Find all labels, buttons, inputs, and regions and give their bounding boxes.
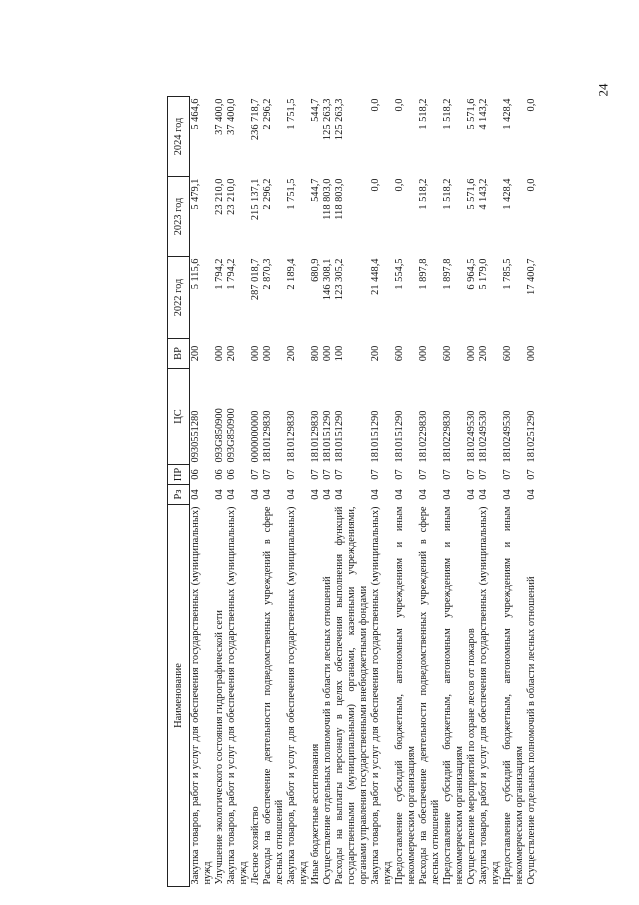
row-2024: 5 571,6 — [466, 98, 477, 130]
row-name: Осуществление мероприятий по охране лесов от пожаров — [466, 628, 477, 885]
row-vr: 800 — [310, 345, 321, 362]
row-2023: 23 210,0 — [226, 178, 237, 215]
row-cs: 1810151290 — [370, 410, 381, 463]
row-2023: 2 296,2 — [262, 178, 273, 210]
row-vr: 200 — [286, 345, 297, 362]
row-vr: 200 — [370, 345, 381, 362]
row-name: Улучшение экологического состояния гидрографической сети — [214, 610, 225, 885]
table-row — [322, 97, 334, 887]
table-header-row — [168, 97, 190, 887]
row-2023: 1 751,5 — [286, 178, 297, 210]
row-2024: 1 518,2 — [442, 98, 453, 130]
table-row — [226, 97, 250, 887]
row-cs: 1810129830 — [286, 410, 297, 463]
row-vr: 000 — [250, 345, 261, 362]
row-pr: 07 — [370, 469, 381, 480]
header-vr: ВР — [168, 339, 190, 369]
row-2023: 1 518,2 — [418, 178, 429, 210]
row-rz: 04 — [190, 489, 201, 500]
row-pr: 07 — [250, 469, 261, 480]
row-pr: 07 — [334, 469, 345, 480]
row-name: Закупка товаров, работ и услуг для обеспечения государственных (муниципальных) нужд — [226, 506, 249, 885]
row-vr: 200 — [226, 345, 237, 362]
row-vr: 000 — [322, 345, 333, 362]
row-2023: 23 210,0 — [214, 178, 225, 215]
row-2022: 1 897,8 — [442, 258, 453, 290]
row-rz: 04 — [226, 489, 237, 500]
row-pr: 07 — [286, 469, 297, 480]
row-2023: 5 571,6 — [466, 178, 477, 210]
table-row — [466, 97, 478, 887]
row-cs: 1810229830 — [418, 410, 429, 463]
header-rz: Рз — [168, 485, 190, 505]
row-2022: 2 189,4 — [286, 258, 297, 290]
row-vr: 000 — [526, 345, 537, 362]
row-vr: 000 — [466, 345, 477, 362]
row-rz: 04 — [370, 489, 381, 500]
row-cs: 1810151290 — [322, 410, 333, 463]
row-cs: 1810249530 — [502, 410, 513, 463]
row-cs: 1810249530 — [478, 410, 489, 463]
table-row — [190, 97, 215, 887]
row-vr: 000 — [214, 345, 225, 362]
row-vr: 600 — [442, 345, 453, 362]
row-2023: 1 428,4 — [502, 178, 513, 210]
row-cs: 1810249530 — [466, 410, 477, 463]
row-2022: 6 964,5 — [466, 258, 477, 290]
row-cs: 0930551280 — [190, 410, 201, 463]
table-row — [394, 97, 418, 887]
row-pr: 07 — [478, 469, 489, 480]
row-pr: 07 — [466, 469, 477, 480]
row-pr: 07 — [262, 469, 273, 480]
row-name: Закупка товаров, работ и услуг для обеспечения государственных (муниципальных) нужд — [370, 506, 393, 885]
table-row — [442, 97, 466, 887]
row-rz: 04 — [262, 489, 273, 500]
table-body — [190, 97, 539, 887]
row-vr: 100 — [334, 345, 345, 362]
table-row — [526, 97, 538, 887]
row-name: Закупка товаров, работ и услуг для обеспечения государственных (муниципальных) нужд — [286, 506, 309, 885]
table-row — [250, 97, 262, 887]
row-vr: 200 — [478, 345, 489, 362]
row-2022: 1 794,2 — [226, 258, 237, 290]
row-2023: 0,0 — [394, 178, 405, 192]
row-2024: 125 263,3 — [334, 98, 345, 141]
row-2022: 5 115,6 — [190, 258, 201, 290]
row-pr: 07 — [526, 469, 537, 480]
row-2022: 1 897,8 — [418, 258, 429, 290]
row-2022: 287 018,7 — [250, 258, 261, 301]
row-2023: 118 803,0 — [334, 178, 345, 220]
page-number: 24 — [595, 83, 611, 97]
header-2024: 2024 год — [168, 97, 190, 177]
row-rz: 04 — [418, 489, 429, 500]
row-rz: 04 — [394, 489, 405, 500]
row-2022: 21 448,4 — [370, 258, 381, 295]
row-rz: 04 — [310, 489, 321, 500]
row-name: Предоставление субсидий бюджетным, автономным учреждениям и иным некоммерческим организациям — [394, 506, 417, 885]
row-name: Расходы на выплаты персоналу в целях обеспечения выполнения функций государственными (муниципальными) органами, казенными учреждениями, органами управления государственными внебюджетными фондами — [334, 506, 369, 885]
row-name: Закупка товаров, работ и услуг для обеспечения государственных (муниципальных) нужд — [478, 506, 501, 885]
row-2024: 1 518,2 — [418, 98, 429, 130]
row-2023: 5 479,1 — [190, 178, 201, 210]
table-row — [418, 97, 442, 887]
row-vr: 000 — [418, 345, 429, 362]
budget-table — [167, 96, 538, 887]
row-rz: 04 — [322, 489, 333, 500]
table-row — [370, 97, 394, 887]
row-name: Расходы на обеспечение деятельности подведомственных учреждений в сфере лесных отношений — [418, 506, 441, 885]
row-pr: 07 — [442, 469, 453, 480]
row-pr: 06 — [190, 469, 201, 480]
row-2023: 544,7 — [310, 178, 321, 202]
row-cs: 1810151290 — [334, 410, 345, 463]
row-cs: 1810129830 — [262, 410, 273, 463]
row-2024: 544,7 — [310, 98, 321, 122]
row-2023: 1 518,2 — [442, 178, 453, 210]
rotated-table-area — [167, 97, 567, 887]
header-pr: ПР — [168, 465, 190, 485]
row-2023: 0,0 — [370, 178, 381, 192]
row-2023: 4 143,2 — [478, 178, 489, 210]
row-pr: 07 — [394, 469, 405, 480]
row-2024: 37 400,0 — [226, 98, 237, 135]
row-2022: 1 554,5 — [394, 258, 405, 290]
row-name: Предоставление субсидий бюджетным, автономным учреждениям и иным некоммерческим организациям — [502, 506, 525, 885]
row-2024: 1 751,5 — [286, 98, 297, 130]
row-2023: 118 803,0 — [322, 178, 333, 220]
row-cs: 1810229830 — [442, 410, 453, 463]
table-row — [286, 97, 310, 887]
row-2024: 2 296,2 — [262, 98, 273, 130]
row-2024: 37 400,0 — [214, 98, 225, 135]
row-2024: 0,0 — [526, 98, 537, 112]
row-name: Иные бюджетные ассигнования — [310, 743, 321, 885]
row-pr: 07 — [310, 469, 321, 480]
row-name: Расходы на обеспечение деятельности подведомственных учреждений в сфере лесных отношений — [262, 506, 285, 885]
table-row — [502, 97, 526, 887]
table-row — [310, 97, 322, 887]
row-pr: 06 — [214, 469, 225, 480]
row-2022: 123 305,2 — [334, 258, 345, 301]
header-cs: ЦС — [168, 369, 190, 465]
row-cs: 0000000000 — [250, 410, 261, 463]
row-2024: 4 143,2 — [478, 98, 489, 130]
row-2024: 5 464,6 — [190, 98, 201, 130]
table-row — [214, 97, 226, 887]
row-rz: 04 — [214, 489, 225, 500]
row-2022: 1 794,2 — [214, 258, 225, 290]
row-2023: 215 137,1 — [250, 178, 261, 221]
header-2022: 2022 год — [168, 257, 190, 339]
row-2023: 0,0 — [526, 178, 537, 192]
row-cs: 093G850900 — [214, 408, 225, 463]
header-2023: 2023 год — [168, 177, 190, 257]
row-cs: 1810151290 — [394, 410, 405, 463]
row-rz: 04 — [478, 489, 489, 500]
row-2024: 236 718,7 — [250, 98, 261, 141]
row-rz: 04 — [466, 489, 477, 500]
row-rz: 04 — [526, 489, 537, 500]
row-2022: 2 870,3 — [262, 258, 273, 290]
row-cs: 1810129830 — [310, 410, 321, 463]
header-name: Наименование — [168, 505, 190, 887]
row-2024: 0,0 — [370, 98, 381, 112]
row-2024: 125 263,3 — [322, 98, 333, 141]
row-name: Осуществление отдельных полномочий в области лесных отношений — [322, 576, 333, 885]
row-name: Предоставление субсидий бюджетным, автономным учреждениям и иным некоммерческим организациям — [442, 506, 465, 885]
row-cs: 093G850900 — [226, 408, 237, 463]
row-2024: 0,0 — [394, 98, 405, 112]
row-vr: 000 — [262, 345, 273, 362]
row-rz: 04 — [286, 489, 297, 500]
row-name: Осуществление отдельных полномочий в области лесных отношений — [526, 576, 537, 885]
row-vr: 200 — [190, 345, 201, 362]
row-2022: 17 400,7 — [526, 258, 537, 295]
row-2022: 1 785,5 — [502, 258, 513, 290]
row-pr: 07 — [502, 469, 513, 480]
table-row — [478, 97, 502, 887]
row-rz: 04 — [250, 489, 261, 500]
row-pr: 07 — [418, 469, 429, 480]
row-pr: 07 — [322, 469, 333, 480]
row-name: Закупка товаров, работ и услуг для обеспечения государственных (муниципальных) нужд — [190, 506, 213, 885]
row-pr: 06 — [226, 469, 237, 480]
row-2022: 146 308,1 — [322, 258, 333, 301]
row-cs: 1810251290 — [526, 410, 537, 463]
table-row — [262, 97, 286, 887]
row-name: Лесное хозяйство — [250, 806, 261, 885]
row-rz: 04 — [502, 489, 513, 500]
row-vr: 600 — [394, 345, 405, 362]
row-2022: 5 179,0 — [478, 258, 489, 290]
row-rz: 04 — [334, 489, 345, 500]
table-row — [334, 97, 370, 887]
row-2022: 680,9 — [310, 258, 321, 282]
row-rz: 04 — [442, 489, 453, 500]
row-2024: 1 428,4 — [502, 98, 513, 130]
row-vr: 600 — [502, 345, 513, 362]
